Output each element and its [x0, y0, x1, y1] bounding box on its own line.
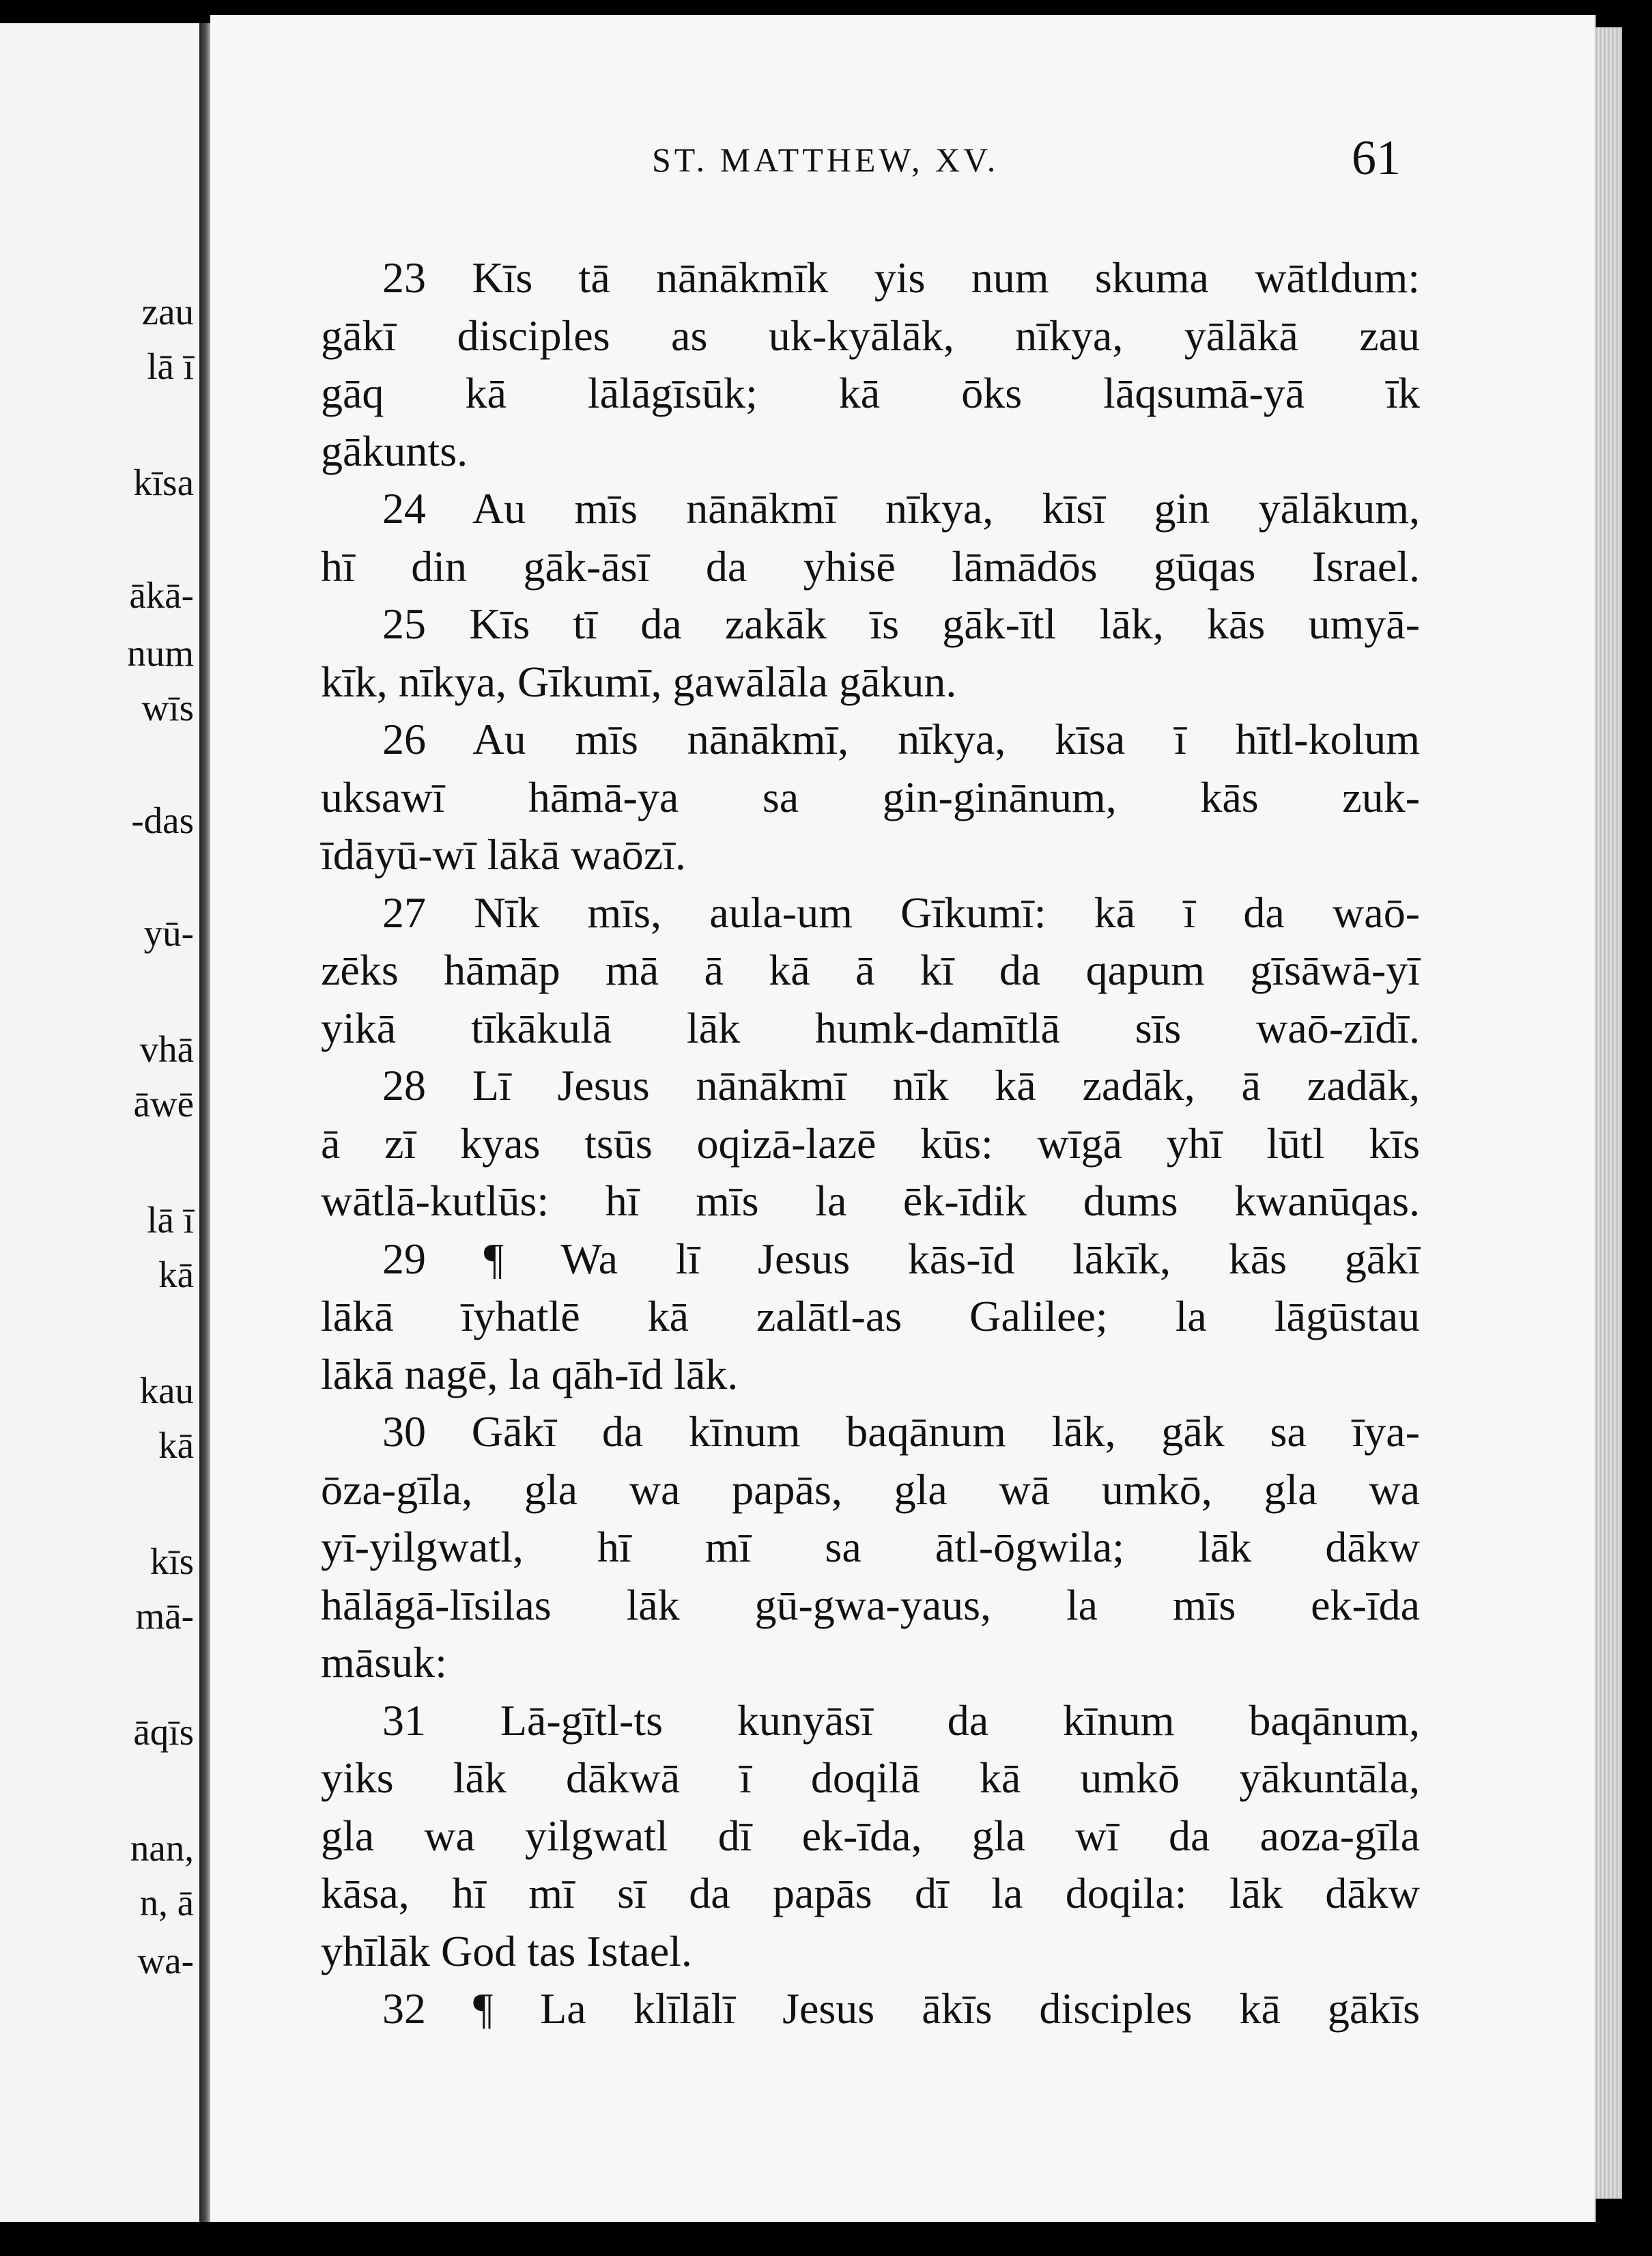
verse-32-line: 32 ¶ La klīlālī Jesus ākīs disciples kā gākīs — [382, 1984, 1420, 2033]
text-line: kīk, nīkya, Gīkumī, gawālāla gākun. — [321, 657, 957, 706]
left-fragment: āqīs — [133, 1711, 194, 1753]
text-line: hī din gāk-āsī da yhisē lāmādōs gūqas Israel. — [321, 541, 1420, 591]
left-fragment: yū- — [143, 912, 194, 954]
verse-28-line: 28 Lī Jesus nānākmī nīk kā zadāk, ā zadāk, — [382, 1061, 1420, 1110]
text-line: zēks hāmāp mā ā kā ā kī da qapum gīsāwā-yī — [321, 946, 1420, 994]
text-line: gāq kā lālāgīsūk; kā ōks lāqsumā-yā īk — [321, 369, 1420, 417]
text-line: uksawī hāmā-ya sa gin-ginānum, kās zuk- — [321, 772, 1420, 821]
text-line: kāsa, hī mī sī da papās dī la doqila: lāk dākw — [321, 1869, 1420, 1917]
left-fragment: -das — [131, 800, 194, 841]
text-line: yhīlāk God tas Istael. — [321, 1926, 692, 1975]
left-fragment: wīs — [141, 687, 194, 729]
left-fragment: ākā- — [129, 574, 194, 616]
verse-25-line: 25 Kīs tī da zakāk īs gāk-ītl lāk, kās umyā- — [382, 600, 1420, 648]
text-line: lākā nagē, la qāh-īd lāk. — [321, 1349, 739, 1398]
left-fragment: lā ī — [147, 1199, 194, 1241]
left-fragment: nan, — [130, 1827, 194, 1869]
left-fragment: lā ī — [147, 346, 194, 387]
left-fragment: wa- — [137, 1940, 194, 1982]
text-line: yī-yilgwatl, hī mī sa ātl-ōgwila; lāk dākw — [321, 1523, 1420, 1571]
verse-23-line: 23 Kīs tā nānākmīk yis num skuma wātldum: — [382, 253, 1420, 302]
text-line: ā zī kyas tsūs oqizā-lazē kūs: wīgā yhī lūtl kīs — [321, 1118, 1420, 1168]
verse-24-line: 24 Au mīs nānākmī nīkya, kīsī gin yālākum, — [382, 484, 1420, 533]
text-line: ōza-gīla, gla wa papās, gla wā umkō, gla wa — [321, 1465, 1420, 1514]
text-line: īdāyū-wī lākā waōzī. — [321, 830, 686, 879]
text-line: yiks lāk dākwā ī doqilā kā umkō yākuntāla, — [321, 1753, 1420, 1802]
page-edge-stack — [1595, 27, 1622, 2199]
left-fragment: kau — [139, 1370, 194, 1411]
left-fragment: num — [127, 632, 194, 674]
text-line: hālāgā-līsilas lāk gū-gwa-yaus, la mīs ek-īda — [321, 1580, 1420, 1629]
text-line: wātlā-kutlūs: hī mīs la ēk-īdik dums kwanūqas. — [321, 1176, 1420, 1225]
verse-text-block — [321, 249, 1420, 2038]
verse-27-line: 27 Nīk mīs, aula-um Gīkumī: kā ī da waō- — [382, 888, 1420, 937]
verse-30-line: 30 Gākī da kīnum baqānum lāk, gāk sa īya- — [382, 1407, 1420, 1456]
left-fragment: mā- — [135, 1595, 194, 1637]
left-fragment: vhā — [139, 1028, 194, 1070]
text-line: yikā tīkākulā lāk humk-damītlā sīs waō-zīdī. — [321, 1003, 1420, 1052]
left-fragment: n, ā — [139, 1882, 194, 1923]
verse-29-line: 29 ¶ Wa lī Jesus kās-īd lākīk, kās gākī — [382, 1234, 1420, 1283]
left-fragment: kā — [158, 1424, 194, 1466]
text-line: gākunts. — [321, 426, 468, 475]
left-fragment: zau — [141, 291, 194, 333]
left-fragment: āwē — [133, 1083, 194, 1125]
text-line: gla wa yilgwatl dī ek-īda, gla wī da aoza-gīla — [321, 1811, 1420, 1860]
running-head: ST. MATTHEW, XV. — [652, 141, 999, 179]
text-line: gākī disciples as uk-kyālāk, nīkya, yālākā zau — [321, 311, 1420, 360]
left-facing-page — [0, 23, 199, 2222]
left-fragment: kīs — [149, 1540, 194, 1582]
text-line: māsuk: — [321, 1638, 447, 1687]
text-line: lākā īyhatlē kā zalātl-as Galilee; la lāgūstau — [321, 1292, 1420, 1340]
left-fragment: kā — [158, 1254, 194, 1295]
verse-26-line: 26 Au mīs nānākmī, nīkya, kīsa ī hītl-kolum — [382, 715, 1420, 763]
book-gutter — [199, 23, 210, 2222]
left-fragment: kīsa — [133, 462, 194, 503]
page-number: 61 — [1352, 130, 1401, 185]
verse-31-line: 31 Lā-gītl-ts kunyāsī da kīnum baqānum, — [382, 1695, 1420, 1745]
